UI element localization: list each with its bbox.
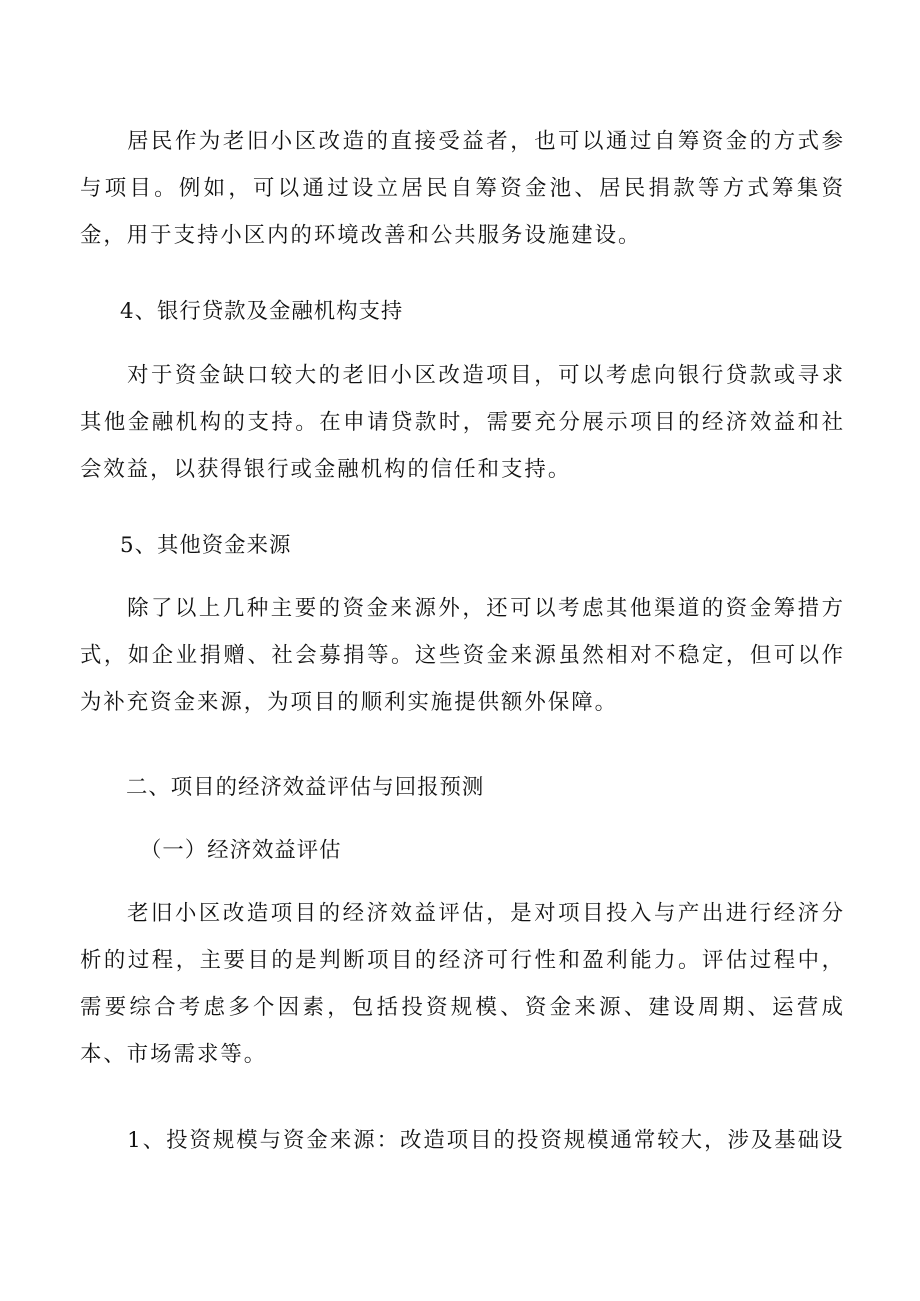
heading-bank-loans: 4、银行贷款及金融机构支持	[120, 299, 404, 324]
subsection-title-economic-evaluation: （一）经济效益评估	[140, 838, 342, 863]
paragraph-economic-evaluation: 老旧小区改造项目的经济效益评估，是对项目投入与产出进行经济分析的过程，主要目的是判断项目的经济可行性和盈利能力。评估过程中，需要综合考虑多个因素，包括投资规模、资金来源、建设周期、运营成本、市场需求等。	[80, 901, 845, 1067]
paragraph-other-sources: 除了以上几种主要的资金来源外，还可以考虑其他渠道的资金筹措方式，如企业捐赠、社会募捐等。这些资金来源虽然相对不稳定，但可以作为补充资金来源，为项目的顺利实施提供额外保障。	[80, 596, 845, 715]
section-title-economic-benefits: 二、项目的经济效益评估与回报预测	[126, 775, 485, 800]
paragraph-investment-scale: 1、投资规模与资金来源：改造项目的投资规模通常较大，涉及基础设	[127, 1128, 845, 1153]
paragraph-bank-loans: 对于资金缺口较大的老旧小区改造项目，可以考虑向银行贷款或寻求其他金融机构的支持。在申请贷款时，需要充分展示项目的经济效益和社会效益，以获得银行或金融机构的信任和支持。	[80, 363, 845, 482]
heading-other-sources: 5、其他资金来源	[120, 533, 292, 558]
paragraph-resident-self-funding: 居民作为老旧小区改造的直接受益者，也可以通过自筹资金的方式参与项目。例如，可以通过设立居民自筹资金池、居民捐款等方式筹集资金，用于支持小区内的环境改善和公共服务设施建设。	[80, 129, 845, 248]
